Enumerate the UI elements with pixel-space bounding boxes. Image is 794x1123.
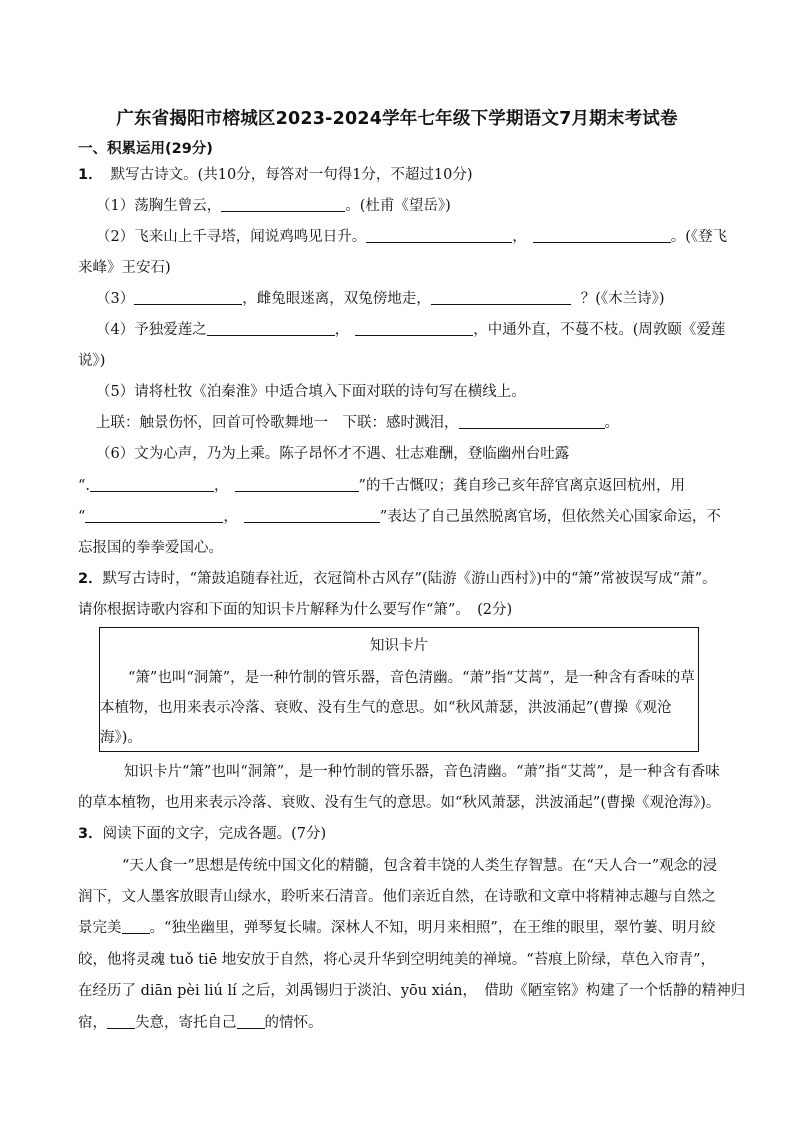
item-text: （1）荡胸生曾云，	[96, 198, 222, 214]
page-title: 广东省揭阳市榕城区2023-2024学年七年级下学期语文7月期末考试卷	[116, 109, 678, 129]
card-text: 海》)。	[100, 730, 142, 746]
card-text: 本植物，也用来表示冷落、衰败、没有生气的意思。如“秋风萧瑟，洪波涌起”(曹操《观沧	[100, 700, 672, 716]
question-text: 默写古诗文。(共10分，每答对一句得1分，不超过10分)	[110, 167, 473, 183]
answer-blank[interactable]	[221, 196, 345, 212]
passage-line	[78, 1013, 323, 1033]
question-1-item-6-line-4: 忘报国的拳拳爱国心。	[78, 540, 223, 556]
question-2-stem-cont: 请你根据诗歌内容和下面的知识卡片解释为什么要写作“箫”。 (2分)	[78, 602, 513, 618]
passage-text: 失意，寄托自己	[135, 1015, 237, 1031]
passage-text: 。“独坐幽里，弹琴复长啸。深林人不知，明月来相照”，在王维的眼里，翠竹萋、明月絞	[149, 920, 716, 936]
passage-line	[78, 918, 715, 938]
passage-line: 在经历了 diān pèi liú lí 之后，刘禹锡归于淡泊、yōu xián， 借助《陋室铭》构建了一个恬静的精神归	[78, 983, 746, 999]
question-number: 3．	[78, 826, 103, 842]
answer-blank[interactable]	[85, 507, 223, 523]
question-2-stem	[78, 569, 717, 589]
question-1-couplet	[96, 413, 619, 433]
item-text: ”表达了自己虽然脱离官场，但依然关心国家命运，不	[379, 509, 721, 525]
item-text: ？(《木兰诗》)	[580, 291, 665, 307]
item-text: ，	[214, 478, 229, 494]
question-1-item-6: （6）文为心声，乃为上乘。陈子昂怀才不遇、壮志难酬，登临幽州台吐露	[96, 446, 570, 462]
answer-blank[interactable]	[90, 476, 214, 492]
question-1-item-3	[96, 289, 665, 309]
section-heading: 一、积累运用(29分)	[78, 141, 213, 157]
item-text: ，雌兔眼迷离，双兔傍地走，	[242, 291, 431, 307]
passage-line: 润下，文人墨客放眼青山绿水，聆听来石清音。他们亲近自然，在诗歌和文章中将精神志趣与自然之	[78, 889, 716, 905]
item-text: 。(杜甫《望岳》)	[345, 198, 451, 214]
answer-blank[interactable]	[244, 507, 380, 523]
item-text: （2）飞来山上千寻塔，闻说鸡鸣见日升。	[96, 229, 367, 245]
item-text: “	[78, 509, 86, 525]
passage-line: 皎，他将灵魂 tuǒ tiē 地安放于自然，将心灵升华到空明纯美的禅境。“苔痕上阶绿，草色入帘青”，	[78, 952, 716, 968]
answer-blank[interactable]	[122, 918, 150, 934]
item-text: “.	[78, 478, 91, 494]
question-number: 1．	[78, 167, 103, 183]
question-1-item-2	[96, 227, 727, 247]
question-1-stem	[78, 165, 473, 185]
answer-blank[interactable]	[235, 476, 359, 492]
passage-line: “天人食一”思想是传统中国文化的精髓，包含着丰饶的人类生存智慧。在“天人合一”观念的浸	[122, 858, 718, 874]
passage-text: 景完美	[78, 920, 122, 936]
item-text: （4）予独爱莲之	[96, 322, 207, 338]
question-3-stem	[78, 824, 326, 844]
question-1-item-5: （5）请将杜牧《泊秦淮》中适合填入下面对联的诗句写在横线上。	[96, 384, 526, 400]
item-text: ，	[223, 509, 238, 525]
knowledge-card	[99, 627, 699, 752]
answer-blank[interactable]	[207, 320, 335, 336]
item-text: ，中通外直，不蔓不枝。(周敦颐《爱莲	[473, 322, 726, 338]
item-text: 。(《登飞	[670, 229, 728, 245]
question-text: 阅读下面的文字，完成各题。(7分)	[102, 826, 327, 842]
answer-blank[interactable]	[366, 227, 512, 243]
item-text: ”的千古慨叹；龚自珍己亥年辞官离京返回杭州，用	[358, 478, 685, 494]
question-1-item-1	[96, 196, 451, 216]
answer-blank[interactable]	[355, 320, 473, 336]
question-1-item-4	[96, 320, 725, 340]
question-2-answer: 知识卡片“箫”也叫“洞箫”，是一种竹制的管乐器，音色清幽。“萧”指“艾蒿”，是一种含有香味	[124, 764, 720, 780]
item-text: （3）	[96, 291, 135, 307]
item-text: ，	[512, 229, 527, 245]
question-1-item-6-line-2	[78, 476, 685, 496]
passage-text: 宿，	[78, 1015, 107, 1031]
card-title: 知识卡片	[370, 638, 428, 654]
answer-blank[interactable]	[237, 1013, 265, 1029]
question-2-answer-cont: 的草本植物，也用来表示冷落、衰败、没有生气的意思。如“秋风萧瑟，洪波涌起”(曹操《观沧海》)。	[78, 795, 721, 811]
question-1-item-4-cont: 说》)	[78, 353, 106, 369]
answer-blank[interactable]	[533, 227, 671, 243]
question-number: 2．	[78, 571, 103, 587]
question-1-item-6-line-3	[78, 507, 721, 527]
question-1-item-2-cont: 来峰》王安石)	[78, 260, 171, 276]
card-text: “箫”也叫“洞箫”，是一种竹制的管乐器，音色清幽。“萧”指“艾蒿”，是一种含有香味的草	[128, 670, 695, 686]
answer-blank[interactable]	[459, 413, 605, 429]
answer-blank[interactable]	[134, 289, 242, 305]
passage-text: 的情怀。	[264, 1015, 323, 1031]
question-text: 默写古诗时，“箫鼓追随春社近，衣冠简朴古风存”(陆游《游山西村》)中的“箫”常被误写成“萧”。	[102, 571, 717, 587]
answer-blank[interactable]	[431, 289, 571, 305]
item-text: 。	[604, 415, 619, 431]
answer-blank[interactable]	[107, 1013, 135, 1029]
item-text: ，	[334, 322, 350, 338]
item-text: 上联：触景伤怀，回首可怜歌舞地一 下联：感时溅泪，	[96, 415, 459, 431]
